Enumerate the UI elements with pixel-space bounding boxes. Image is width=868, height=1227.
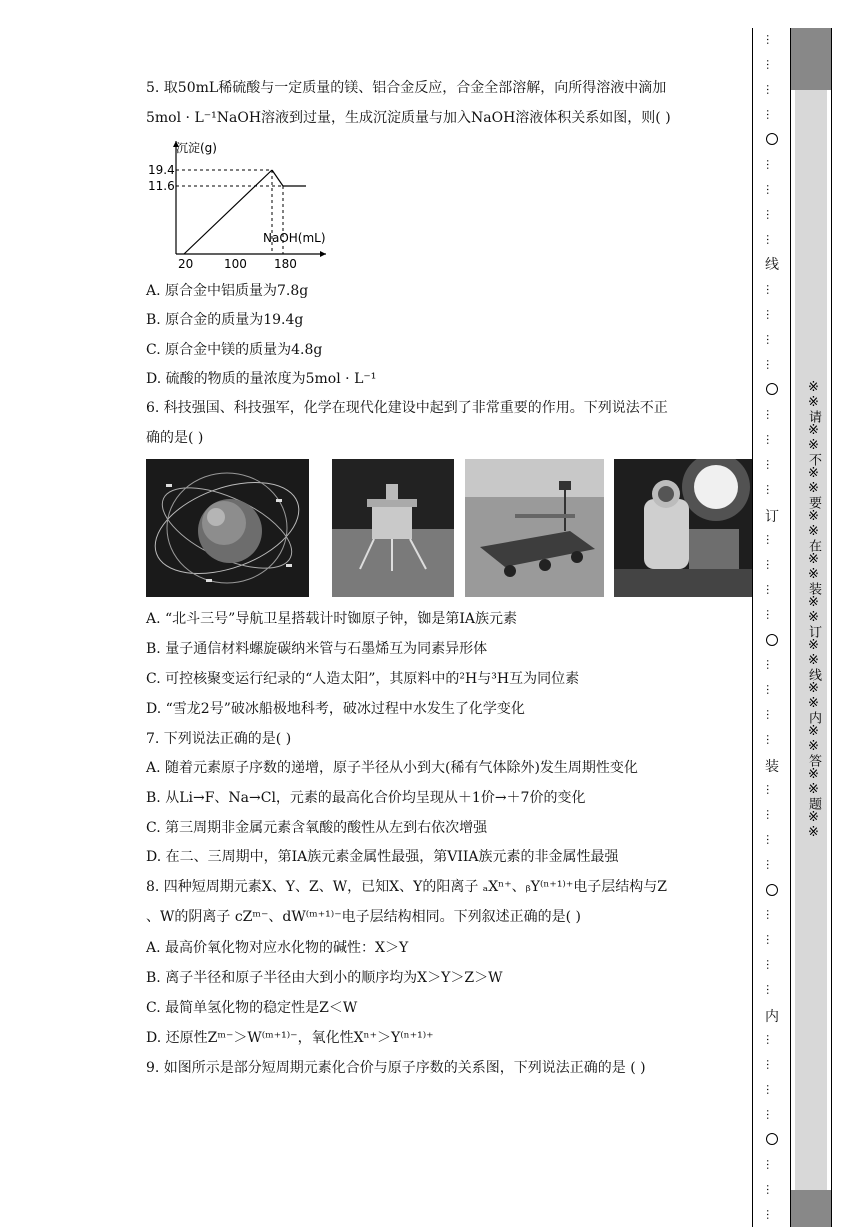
- binding-dot: …: [764, 159, 777, 170]
- q5-line1: 5. 取50mL稀硫酸与一定质量的镁、铝合金反应，合金全部溶解，向所得溶液中滴加: [146, 80, 667, 96]
- q8-option-d: D. 还原性Zᵐ⁻＞W⁽ᵐ⁺¹⁾⁻，氧化性Xⁿ⁺＞Y⁽ⁿ⁺¹⁾⁺: [146, 1030, 434, 1046]
- photo-lunar-lander: [332, 459, 454, 597]
- binding-dot: …: [764, 909, 777, 920]
- q8-option-b: B. 离子半径和原子半径由大到小的顺序均为X＞Y＞Z＞W: [146, 970, 503, 986]
- binding-dot: …: [764, 584, 777, 595]
- binding-dot: …: [764, 659, 777, 670]
- x-tick-100: 100: [224, 257, 247, 271]
- q8-line1: 8. 四种短周期元素X、Y、Z、W，已知X、Y的阳离子 ₐXⁿ⁺、ᵦY⁽ⁿ⁺¹⁾⁺电子层结构与Z: [146, 879, 667, 895]
- binding-dot: …: [764, 1059, 777, 1070]
- q6-line2: 确的是( ): [146, 430, 204, 446]
- q7-option-d: D. 在二、三周期中，第IA族元素金属性最强，第VIIA族元素的非金属性最强: [146, 849, 619, 865]
- binding-dot: …: [764, 1184, 777, 1195]
- q8-option-c: C. 最简单氢化物的稳定性是Z＜W: [146, 1000, 358, 1016]
- binding-dot: …: [764, 234, 777, 245]
- binding-dot: …: [764, 559, 777, 570]
- binding-hole: [766, 634, 778, 646]
- binding-hole: [766, 884, 778, 896]
- q5-option-a: A. 原合金中铝质量为7.8g: [146, 283, 309, 299]
- binding-dot: …: [764, 1034, 777, 1045]
- binding-dot: …: [764, 359, 777, 370]
- binding-hole: [766, 133, 778, 145]
- binding-dot: …: [764, 284, 777, 295]
- y-tick-19-4: 19.4: [148, 163, 175, 177]
- binding-dot: …: [764, 109, 777, 120]
- binding-dot: …: [764, 684, 777, 695]
- q6-option-c: C. 可控核聚变运行纪录的“人造太阳”，其原料中的²H与³H互为同位素: [146, 671, 580, 687]
- binding-dot: …: [764, 459, 777, 470]
- q7-option-a: A. 随着元素原子序数的递增，原子半径从小到大(稀有气体除外)发生周期性变化: [146, 760, 638, 776]
- q5-option-b: B. 原合金的质量为19.4g: [146, 312, 304, 328]
- q6-option-b: B. 量子通信材料螺旋碳纳米管与石墨烯互为同素异形体: [146, 641, 488, 657]
- binding-dot: …: [764, 1159, 777, 1170]
- binding-mark-zhuang: 装: [765, 759, 779, 775]
- q7-line1: 7. 下列说法正确的是( ): [146, 731, 292, 747]
- binding-warning: ※※请※※不※※要※※在※※装※※订※※线※※内※※答※※题※※: [806, 380, 821, 840]
- q6-option-a: A. “北斗三号”导航卫星搭载计时铷原子钟，铷是第IA族元素: [146, 611, 517, 627]
- binding-dot: …: [764, 59, 777, 70]
- binding-dot: …: [764, 809, 777, 820]
- binding-dot: …: [764, 859, 777, 870]
- q6-option-d: D. “雪龙2号”破冰船极地科考，破冰过程中水发生了化学变化: [146, 701, 525, 717]
- binding-dot: …: [764, 84, 777, 95]
- binding-dot: …: [764, 609, 777, 620]
- binding-mark-ding: 订: [765, 509, 779, 525]
- binding-dot: …: [764, 1084, 777, 1095]
- binding-hole: [766, 383, 778, 395]
- binding-border: [752, 28, 753, 1227]
- binding-dot: …: [764, 709, 777, 720]
- binding-dot: …: [764, 209, 777, 220]
- binding-dot: …: [764, 484, 777, 495]
- graph-xlabel: NaOH(mL): [263, 231, 326, 245]
- binding-dot: …: [764, 1109, 777, 1120]
- binding-mark-nei: 内: [765, 1009, 779, 1025]
- binding-dot: …: [764, 334, 777, 345]
- binding-dot: …: [764, 734, 777, 745]
- photo-satellite-earth: [146, 459, 309, 597]
- binding-dot: …: [764, 309, 777, 320]
- photo-rover: [465, 459, 604, 597]
- q5-option-d: D. 硫酸的物质的量浓度为5mol · L⁻¹: [146, 371, 377, 387]
- binding-dot: …: [764, 784, 777, 795]
- photo-astronaut: [614, 459, 753, 597]
- q8-line2: 、W的阴离子 cZᵐ⁻、dW⁽ᵐ⁺¹⁾⁻电子层结构相同。下列叙述正确的是( ): [146, 909, 581, 925]
- y-tick-11-6: 11.6: [148, 179, 175, 193]
- binding-dot: …: [764, 984, 777, 995]
- binding-dot: …: [764, 834, 777, 845]
- binding-dot: …: [764, 1209, 777, 1220]
- q7-option-b: B. 从Li→F、Na→Cl，元素的最高化合价均呈现从＋1价→＋7价的变化: [146, 790, 586, 806]
- q9-line1: 9. 如图所示是部分短周期元素化合价与原子序数的关系图，下列说法正确的是 ( ): [146, 1060, 646, 1076]
- graph-ylabel: 沉淀(g): [176, 141, 217, 155]
- rising-line: [184, 170, 272, 254]
- binding-dot: …: [764, 34, 777, 45]
- precipitate-graph: [146, 136, 336, 271]
- binding-mark-xian: 线: [765, 257, 779, 273]
- falling-line: [272, 170, 283, 186]
- x-tick-20: 20: [178, 257, 194, 271]
- x-tick-180: 180: [274, 257, 297, 271]
- binding-dot: …: [764, 434, 777, 445]
- q5-line2: 5mol · L⁻¹NaOH溶液到过量，生成沉淀质量与加入NaOH溶液体积关系如图，则( ): [146, 110, 671, 126]
- binding-hole: [766, 1133, 778, 1145]
- q5-option-c: C. 原合金中镁的质量为4.8g: [146, 342, 323, 358]
- binding-dot: …: [764, 959, 777, 970]
- binding-dot: …: [764, 534, 777, 545]
- binding-dot: …: [764, 934, 777, 945]
- q6-line1: 6. 科技强国、科技强军，化学在现代化建设中起到了非常重要的作用。下列说法不正: [146, 400, 668, 416]
- binding-dot: …: [764, 184, 777, 195]
- binding-dot: …: [764, 409, 777, 420]
- q7-option-c: C. 第三周期非金属元素含氧酸的酸性从左到右依次增强: [146, 820, 488, 836]
- q8-option-a: A. 最高价氧化物对应水化物的碱性：X＞Y: [146, 940, 409, 956]
